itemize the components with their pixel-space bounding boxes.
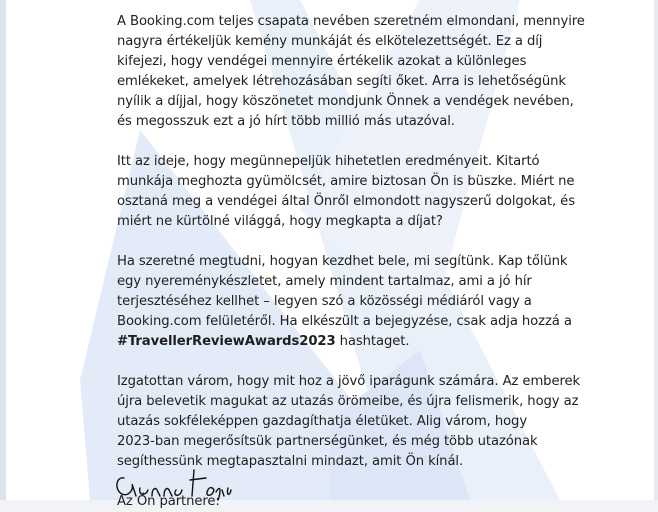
text-line: nyílik a díjjal, hogy köszönetet mondjunk Önnek a vendégek nevében, bbox=[117, 94, 574, 109]
text-line: Izgatottan várom, hogy mit hoz a jövő iparágunk számára. Az emberek bbox=[117, 374, 581, 389]
text-line: 2023-ban megerősítsük partnerségünket, és még több utazónak bbox=[117, 434, 538, 449]
text-line: újra belevetik magukat az utazás örömeibe, és újra felismerik, hogy az bbox=[117, 394, 579, 409]
text-line: Itt az ideje, hogy megünnepeljük hihetetlen eredményeit. Kitartó bbox=[117, 154, 540, 169]
handwritten-signature bbox=[112, 466, 232, 500]
text-line: utazás sokféleképpen gazdagíthatja életüket. Alig várom, hogy bbox=[117, 414, 528, 429]
closing-line: Az Ön partnere: bbox=[117, 494, 220, 509]
text-line: nagyra értékeljük kemény munkáját és elkötelezettségét. Ez a díj bbox=[117, 34, 543, 49]
hashtag-line bbox=[117, 332, 537, 352]
text-line: A Booking.com teljes csapata nevében szeretném elmondani, mennyire bbox=[117, 14, 585, 29]
text-line: Booking.com felületéről. Ha elkészült a bejegyzése, csak adja hozzá a bbox=[117, 314, 572, 329]
paragraph-intro bbox=[117, 12, 585, 132]
paragraph-celebrate bbox=[117, 152, 575, 232]
page-edge-left bbox=[0, 0, 6, 500]
text-line: emlékeket, amelyek létrehozásában segíti őket. Arra is lehetőségünk bbox=[117, 74, 566, 89]
text-line: miért ne kürtölné világgá, hogy megkapta a díjat? bbox=[117, 214, 443, 229]
letter-body bbox=[117, 12, 585, 512]
text-line: munkája meghozta gyümölcsét, amire biztosan Ön is büszke. Miért ne bbox=[117, 174, 575, 189]
paragraph-kit bbox=[117, 252, 572, 352]
text-line: terjesztéséhez kellhet – legyen szó a közösségi médiáról vagy a bbox=[117, 294, 532, 309]
text-line: osztaná meg a vendégei által Önről elmondott nagyszerű dolgokat, és bbox=[117, 194, 575, 209]
text-line: és megosszuk ezt a jó hírt több millió más utazóval. bbox=[117, 114, 455, 129]
page-edge-right bbox=[654, 0, 658, 500]
text-line: segíthessünk megtapasztalni mindazt, amit Ön kínál. bbox=[117, 454, 464, 469]
text-line: Ha szeretné megtudni, hogyan kezdhet bele, mi segítünk. Kap tőlünk bbox=[117, 254, 568, 269]
hashtag-tail: hashtaget. bbox=[335, 334, 410, 349]
text-line: kifejezi, hogy vendégei mennyire értékelik azokat a különleges bbox=[117, 54, 527, 69]
paragraph-future bbox=[117, 372, 581, 472]
text-line: egy nyereménykészletet, amely mindent tartalmaz, ami a jó hír bbox=[117, 274, 532, 289]
hashtag: #TravellerReviewAwards2023 bbox=[117, 334, 336, 349]
